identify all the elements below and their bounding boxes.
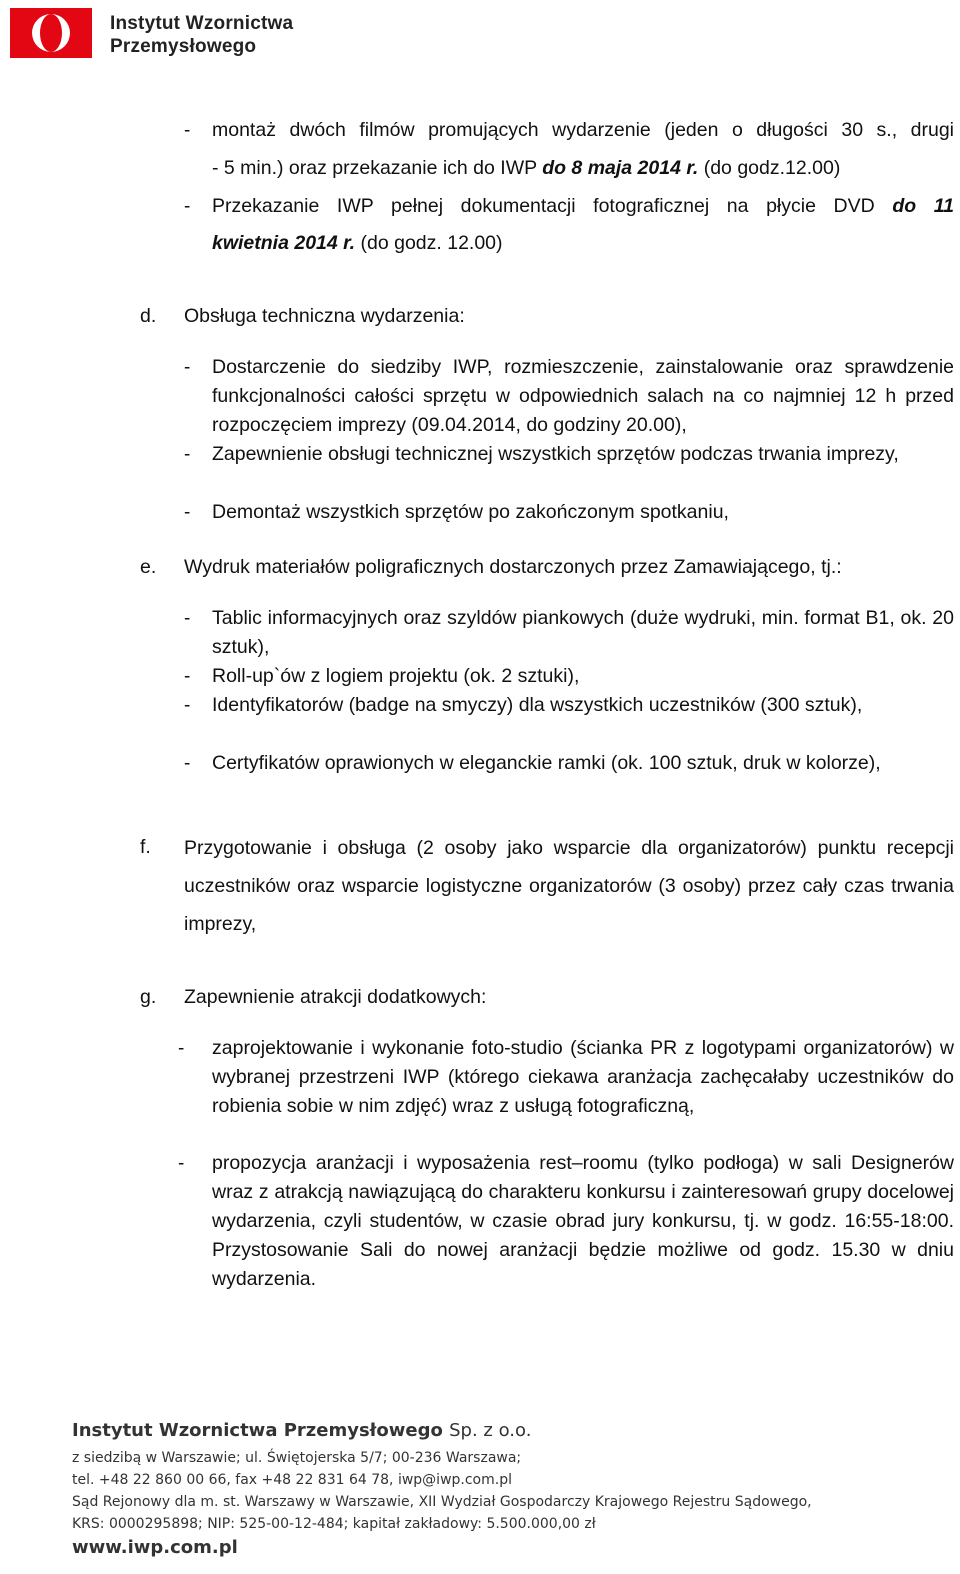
- list-dash: -: [184, 196, 191, 217]
- list-item-text: zaprojektowanie i wykonanie foto-studio (ścianka PR z logotypami organizatorów) w wybranej przestrzeni IWP (którego ciekawa aranżacja zachęcałaby uczestników do robienia sobie w nim zdjęć) wraz z usługą fotograficzną,: [212, 1037, 954, 1117]
- deadline-bold: do 8 maja 2014 r.: [542, 157, 699, 179]
- text-line: montaż dwóch filmów promujących wydarzenie (jeden o długości 30 s., drugi: [212, 119, 954, 141]
- footer-court: Sąd Rejonowy dla m. st. Warszawy w Warszawie, XII Wydział Gospodarczy Krajowego Rejestru Sądowego,: [72, 1494, 812, 1510]
- iwp-logo: [10, 8, 92, 58]
- footer-contact: tel. +48 22 860 00 66, fax +48 22 831 64 78, iwp@iwp.com.pl: [72, 1472, 512, 1488]
- list-item-text: Demontaż wszystkich sprzętów po zakończonym spotkaniu,: [212, 501, 729, 523]
- text-span: - 5 min.) oraz przekazanie ich do IWP: [212, 157, 543, 179]
- list-item-text: [212, 154, 954, 183]
- footer-website: www.iwp.com.pl: [72, 1537, 238, 1558]
- list-item-text: Zapewnienie obsługi technicznej wszystkich sprzętów podczas trwania imprezy,: [212, 443, 899, 465]
- list-dash: -: [184, 753, 191, 774]
- list-item-text: Identyfikatorów (badge na smyczy) dla wszystkich uczestników (300 sztuk),: [212, 694, 863, 716]
- logo-line-2: Przemysłowego: [110, 36, 257, 57]
- section-marker: d.: [140, 305, 157, 327]
- list-dash: -: [184, 608, 191, 629]
- list-item-text: [212, 116, 954, 145]
- list-dash: -: [184, 444, 191, 465]
- list-dash: -: [184, 502, 191, 523]
- list-dash: -: [184, 666, 191, 687]
- section-marker: g.: [140, 986, 157, 1008]
- list-item-text: propozycja aranżacji i wyposażenia rest–roomu (tylko podłoga) w sali Designerów wraz z atrakcją nawiązującą do charakteru konkursu i zainteresowań grupy docelowej wydarzenia, czyli studentów, w czasie obrad jury konkursu, tj. w godz. 16:55-18:00. Przystosowanie Sali do nowej aranżacji będzie możliwe od godz. 15.30 w dniu wydarzenia.: [212, 1152, 954, 1290]
- text-span: (do godz. 12.00): [355, 232, 503, 254]
- company-name: Instytut Wzornictwa Przemysłowego: [72, 1420, 443, 1441]
- deadline-bold: do 11: [892, 195, 955, 217]
- footer-company: [72, 1420, 872, 1441]
- text-span: Przekazanie IWP pełnej dokumentacji fotograficznej na płycie DVD: [212, 195, 893, 217]
- footer-registry: KRS: 0000295898; NIP: 525-00-12-484; kapitał zakładowy: 5.500.000,00 zł: [72, 1516, 596, 1532]
- footer-address: z siedzibą w Warszawie; ul. Świętojerska 5/7; 00-236 Warszawa;: [72, 1450, 522, 1466]
- logo-wordmark: [110, 12, 293, 58]
- list-item-text: [212, 229, 954, 258]
- list-item-text: Certyfikatów oprawionych w eleganckie ramki (ok. 100 sztuk, druk w kolorze),: [212, 752, 881, 774]
- section-heading: Obsługa techniczna wydarzenia:: [184, 305, 465, 327]
- section-marker: f.: [140, 836, 151, 858]
- section-marker: e.: [140, 556, 157, 578]
- list-item-text: Tablic informacyjnych oraz szyldów piankowych (duże wydruki, min. format B1, ok. 20 sztuk),: [212, 607, 954, 658]
- text-span: (do godz.12.00): [698, 157, 841, 179]
- list-dash: -: [184, 120, 191, 141]
- list-item-text: Roll-up`ów z logiem projektu (ok. 2 sztuki),: [212, 665, 580, 687]
- logo-line-1: Instytut Wzornictwa: [110, 13, 294, 34]
- list-item-text: [212, 192, 954, 221]
- footer: [72, 1420, 872, 1558]
- section-heading: Wydruk materiałów poligraficznych dostarczonych przez Zamawiającego, tj.:: [184, 556, 842, 578]
- list-dash: -: [178, 1153, 185, 1174]
- list-dash: -: [184, 357, 191, 378]
- section-text: Przygotowanie i obsługa (2 osoby jako wsparcie dla organizatorów) punktu recepcji uczestników oraz wsparcie logistyczne organizatorów (3 osoby) przez cały czas trwania imprezy,: [184, 837, 954, 935]
- company-suffix: Sp. z o.o.: [449, 1420, 532, 1441]
- list-item-text: Dostarczenie do siedziby IWP, rozmieszczenie, zainstalowanie oraz sprawdzenie funkcjonalności całości sprzętu w odpowiednich salach na co najmniej 12 h przed rozpoczęciem imprezy (09.04.2014, do godziny 20.00),: [212, 356, 954, 436]
- list-dash: -: [184, 695, 191, 716]
- section-heading: Zapewnienie atrakcji dodatkowych:: [184, 986, 487, 1008]
- deadline-bold: kwietnia 2014 r.: [212, 232, 356, 254]
- list-dash: -: [178, 1038, 185, 1059]
